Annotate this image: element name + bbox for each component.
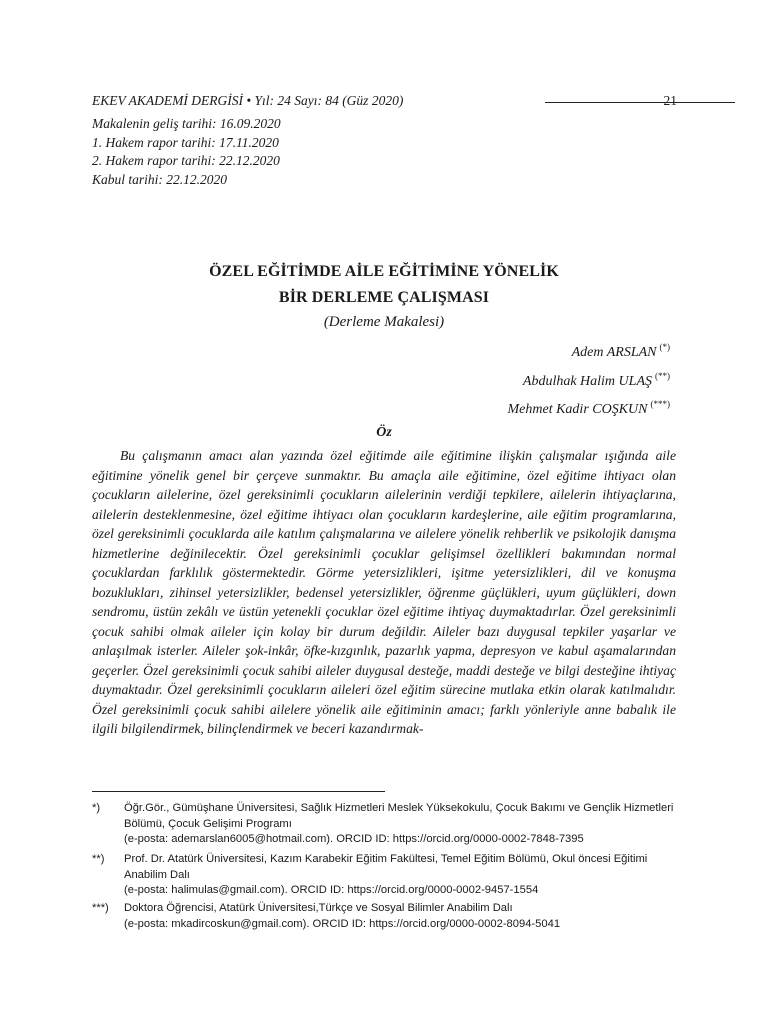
author-name: Adem ARSLAN [571,345,657,360]
article-dates [92,115,281,189]
journal-name: EKEV AKADEMİ DERGİSİ • Yıl: 24 Sayı: 84 (Güz 2020) [92,93,404,108]
title-line-1: ÖZEL EĞİTİMDE AİLE EĞİTİMİNE YÖNELİK [209,263,559,280]
author-name: Abdulhak Halim ULAŞ [522,373,652,389]
footnote-mark: **) [92,853,105,865]
author-mark: (***) [650,399,670,409]
author-1 [508,336,671,365]
article-type: (Derleme Makalesi) [323,314,445,330]
author-mark: (**) [655,370,670,381]
footnote-contact: (e-posta: halimulas@gmail.com). ORCID ID: https://orcid.org/0000-0002-9457-1554 [124,884,539,896]
second-review-date: 2. Hakem rapor tarihi: 22.12.2020 [92,153,280,168]
author-mark: (*) [659,342,670,352]
accepted-date: Kabul tarihi: 22.12.2020 [92,171,228,187]
abstract-heading: Öz [376,425,392,440]
author-list [508,336,671,422]
footnote-contact: (e-posta: mkadircoskun@gmail.com). ORCID ID: https://orcid.org/0000-0002-8094-5041 [124,917,561,930]
running-header [92,93,677,111]
title-line-2: BİR DERLEME ÇALIŞMASI [278,289,490,306]
article-title [0,259,768,311]
author-3 [508,393,671,422]
footnote-mark: ***) [92,902,109,914]
author-name: Mehmet Kadir COŞKUN [507,402,648,417]
page-number: 21 [663,93,677,108]
received-date: Makalenin geliş tarihi: 16.09.2020 [92,116,281,131]
header-rule [545,102,735,103]
footnote-affiliation: Doktora Öğrencisi, Atatürk Üniversitesi,Türkçe ve Sosyal Bilimler Anabilim Dalı [124,902,513,914]
abstract-text: Bu çalışmanın amacı alan yazında özel eğitimde aile eğitimine ilişkin çalışmalar ışığında aile eğitimine yönelik genel bir çerçeve sunmaktır. Bu amaçla aile eğitimine, özel eğitime ihtiyacı olan çocukların ailelerine, özel gereksinimli çocukların ailelerinin verdiği tepkilere, ailelerin ihtiyaçlarına, ailelerin desteklenmesine, özel eğitime ihtiyacı olan çocukların kardeşlerine, aile eğitim programlarına, özel gereksinimli çocuklarda aile katılım çalışmalarına ve ailelere yönelik rehberlik ve psikolojik danışma hizmetlerine değinilecektir. Özel gereksinimli çocuklar gelişimsel özellikleri bakımından normal çocuklardan farklılık göstermektedir. Görme yetersizlikleri, işitme yetersizlikleri, dil ve konuşma bozuklukları, zihinsel yetersizlikler, bedensel yetersizlikler, öğrenme güçlükleri, uyum güçlükleri, down sendromu, üstün zekâlı ve üstün yetenekli çocuklar özel eğitime ihtiyaç duymaktadırlar. Özel gereksinimli çocuk sahibi olmak aileler için kolay bir durum değildir. Aileler bazı duygusal tepkiler yaşarlar ve anlaşılmak isterler. Aileler şok-inkâr, öfke-kızgınlık, pazarlık yapma, depresyon ve kabul aşamalarından geçerler. Özel gereksinimli çocuk sahibi aileler duygusal desteğe, maddi desteğe ve bilgi desteğine ihtiyaç duymaktadır. Özel gereksinimli çocukların aileleri özel eğitim sürecine mutlaka etkin olarak katılmalıdır. Özel gereksinimli çocuk sahibi ailelere yönelik aile eğitiminin amacı; farklı yönleriyle anne babalık ile ilgili bilgilendirmek, bilinçlendirmek ve beceri kazandırmak- [92,448,676,736]
footnote-contact: (e-posta: ademarslan6005@hotmail.com). ORCID ID: https://orcid.org/0000-0002-7848-7395 [124,833,584,845]
first-review-date: 1. Hakem rapor tarihi: 17.11.2020 [92,134,279,150]
footnote-affiliation: Prof. Dr. Atatürk Üniversitesi, Kazım Karabekir Eğitim Fakültesi, Temel Eğitim Bölümü, Okul öncesi Eğitimi Anabilim Dalı [124,853,648,881]
footnote-affiliation: Öğr.Gör., Gümüşhane Üniversitesi, Sağlık Hizmetleri Meslek Yüksekokulu, Çocuk Bakımı ve Gençlik Hizmetleri Bölümü, Çocuk Gelişimi Programı [124,802,674,830]
footnote-rule [92,791,385,792]
footnote-mark: *) [92,802,101,814]
author-2 [508,365,671,394]
